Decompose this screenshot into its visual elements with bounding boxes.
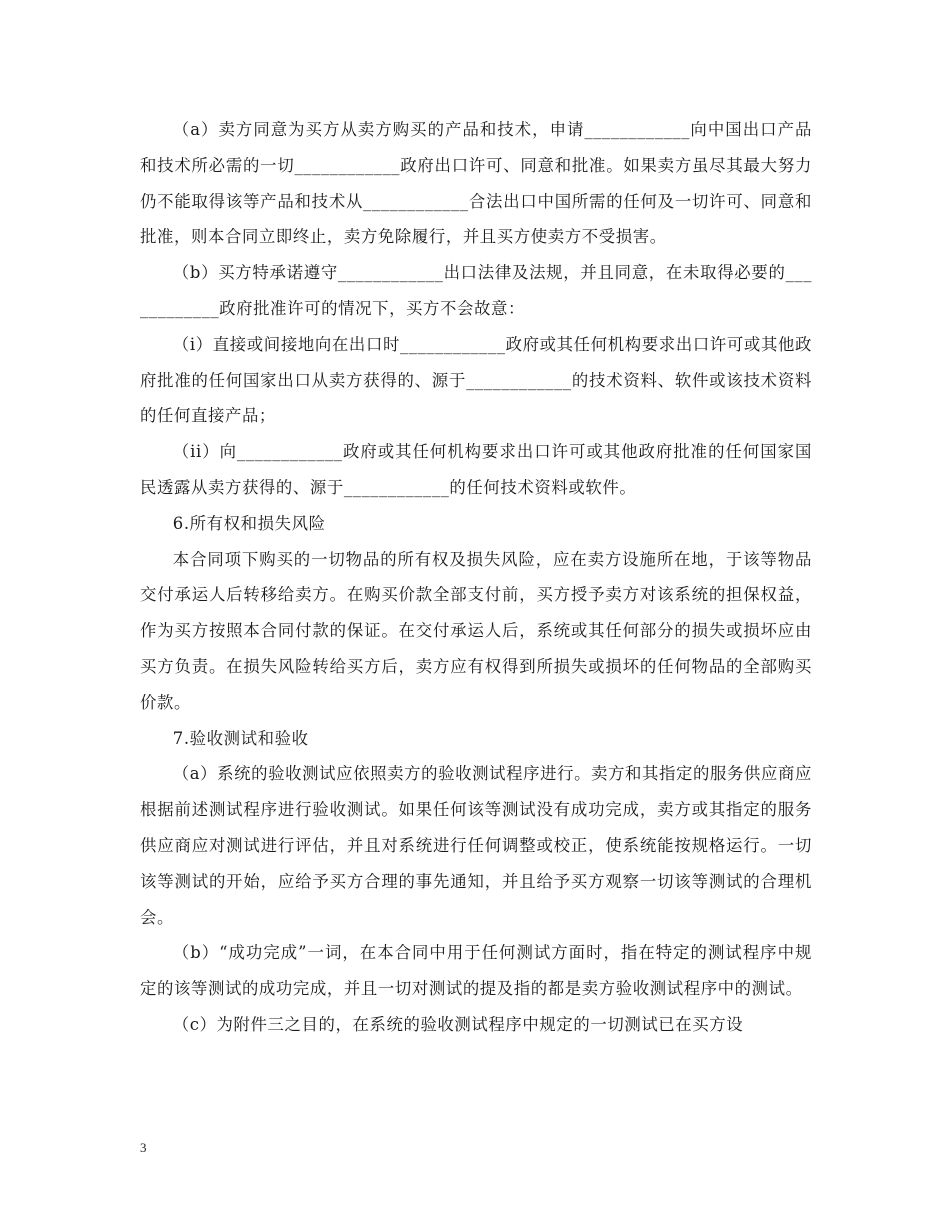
paragraph-export-item-ii: （ii）向____________政府或其任何机构要求出口许可或其他政府批准的任何国家国民透露从卖方获得的、源于____________的任何技术资料或软件。 bbox=[140, 442, 812, 497]
document-body bbox=[140, 112, 812, 1043]
section-heading-ownership-risk: 6.所有权和损失风险 bbox=[172, 513, 326, 533]
page-number: 3 bbox=[140, 1140, 147, 1155]
paragraph-export-item-i: （i）直接或间接地向在出口时____________政府或其任何机构要求出口许可或其他政府批准的任何国家出口从卖方获得的、源于____________的技术资料、软件或该技术资料的任何直接产品； bbox=[140, 334, 812, 426]
paragraph-acceptance-a: （a）系统的验收测试应依照卖方的验收测试程序进行。卖方和其指定的服务供应商应根据前述测试程序进行验收测试。如果任何该等测试没有成功完成，卖方或其指定的服务供应商应对测试进行评估，并且对系统进行任何调整或校正，使系统能按规格运行。一切该等测试的开始，应给予买方合理的事先通知，并且给予买方观察一切该等测试的合理机会。 bbox=[140, 764, 812, 927]
paragraph-ownership-risk: 本合同项下购买的一切物品的所有权及损失风险，应在卖方设施所在地，于该等物品交付承运人后转移给卖方。在购买价款全部支付前，买方授予卖方对该系统的担保权益，作为买方按照本合同付款的保证。在交付承运人后，系统或其任何部分的损失或损坏应由买方负责。在损失风险转给买方后，卖方应有权得到所损失或损坏的任何物品的全部购买价款。 bbox=[140, 549, 812, 712]
paragraph-export-compliance-b: （b）买方特承诺遵守____________出口法律及法规，并且同意，在未取得必要的____________政府批准许可的情况下，买方不会故意： bbox=[140, 263, 812, 318]
paragraph-export-license-a: （a）卖方同意为买方从卖方购买的产品和技术，申请____________向中国出口产品和技术所必需的一切____________政府出口许可、同意和批准。如果卖方虽尽其最大努力仍不能取得该等产品和技术从____________合法出口中国所需的任何及一切许可、同意和批准，则本合同立即终止，卖方免除履行，并且买方使卖方不受损害。 bbox=[140, 120, 812, 247]
section-heading-acceptance-test: 7.验收测试和验收 bbox=[172, 728, 309, 748]
paragraph-acceptance-c: （c）为附件三之目的，在系统的验收测试程序中规定的一切测试已在买方设 bbox=[172, 1014, 744, 1034]
paragraph-acceptance-b: （b）“成功完成”一词，在本合同中用于任何测试方面时，指在特定的测试程序中规定的该等测试的成功完成，并且一切对测试的提及指的都是卖方验收测试程序中的测试。 bbox=[140, 943, 812, 999]
